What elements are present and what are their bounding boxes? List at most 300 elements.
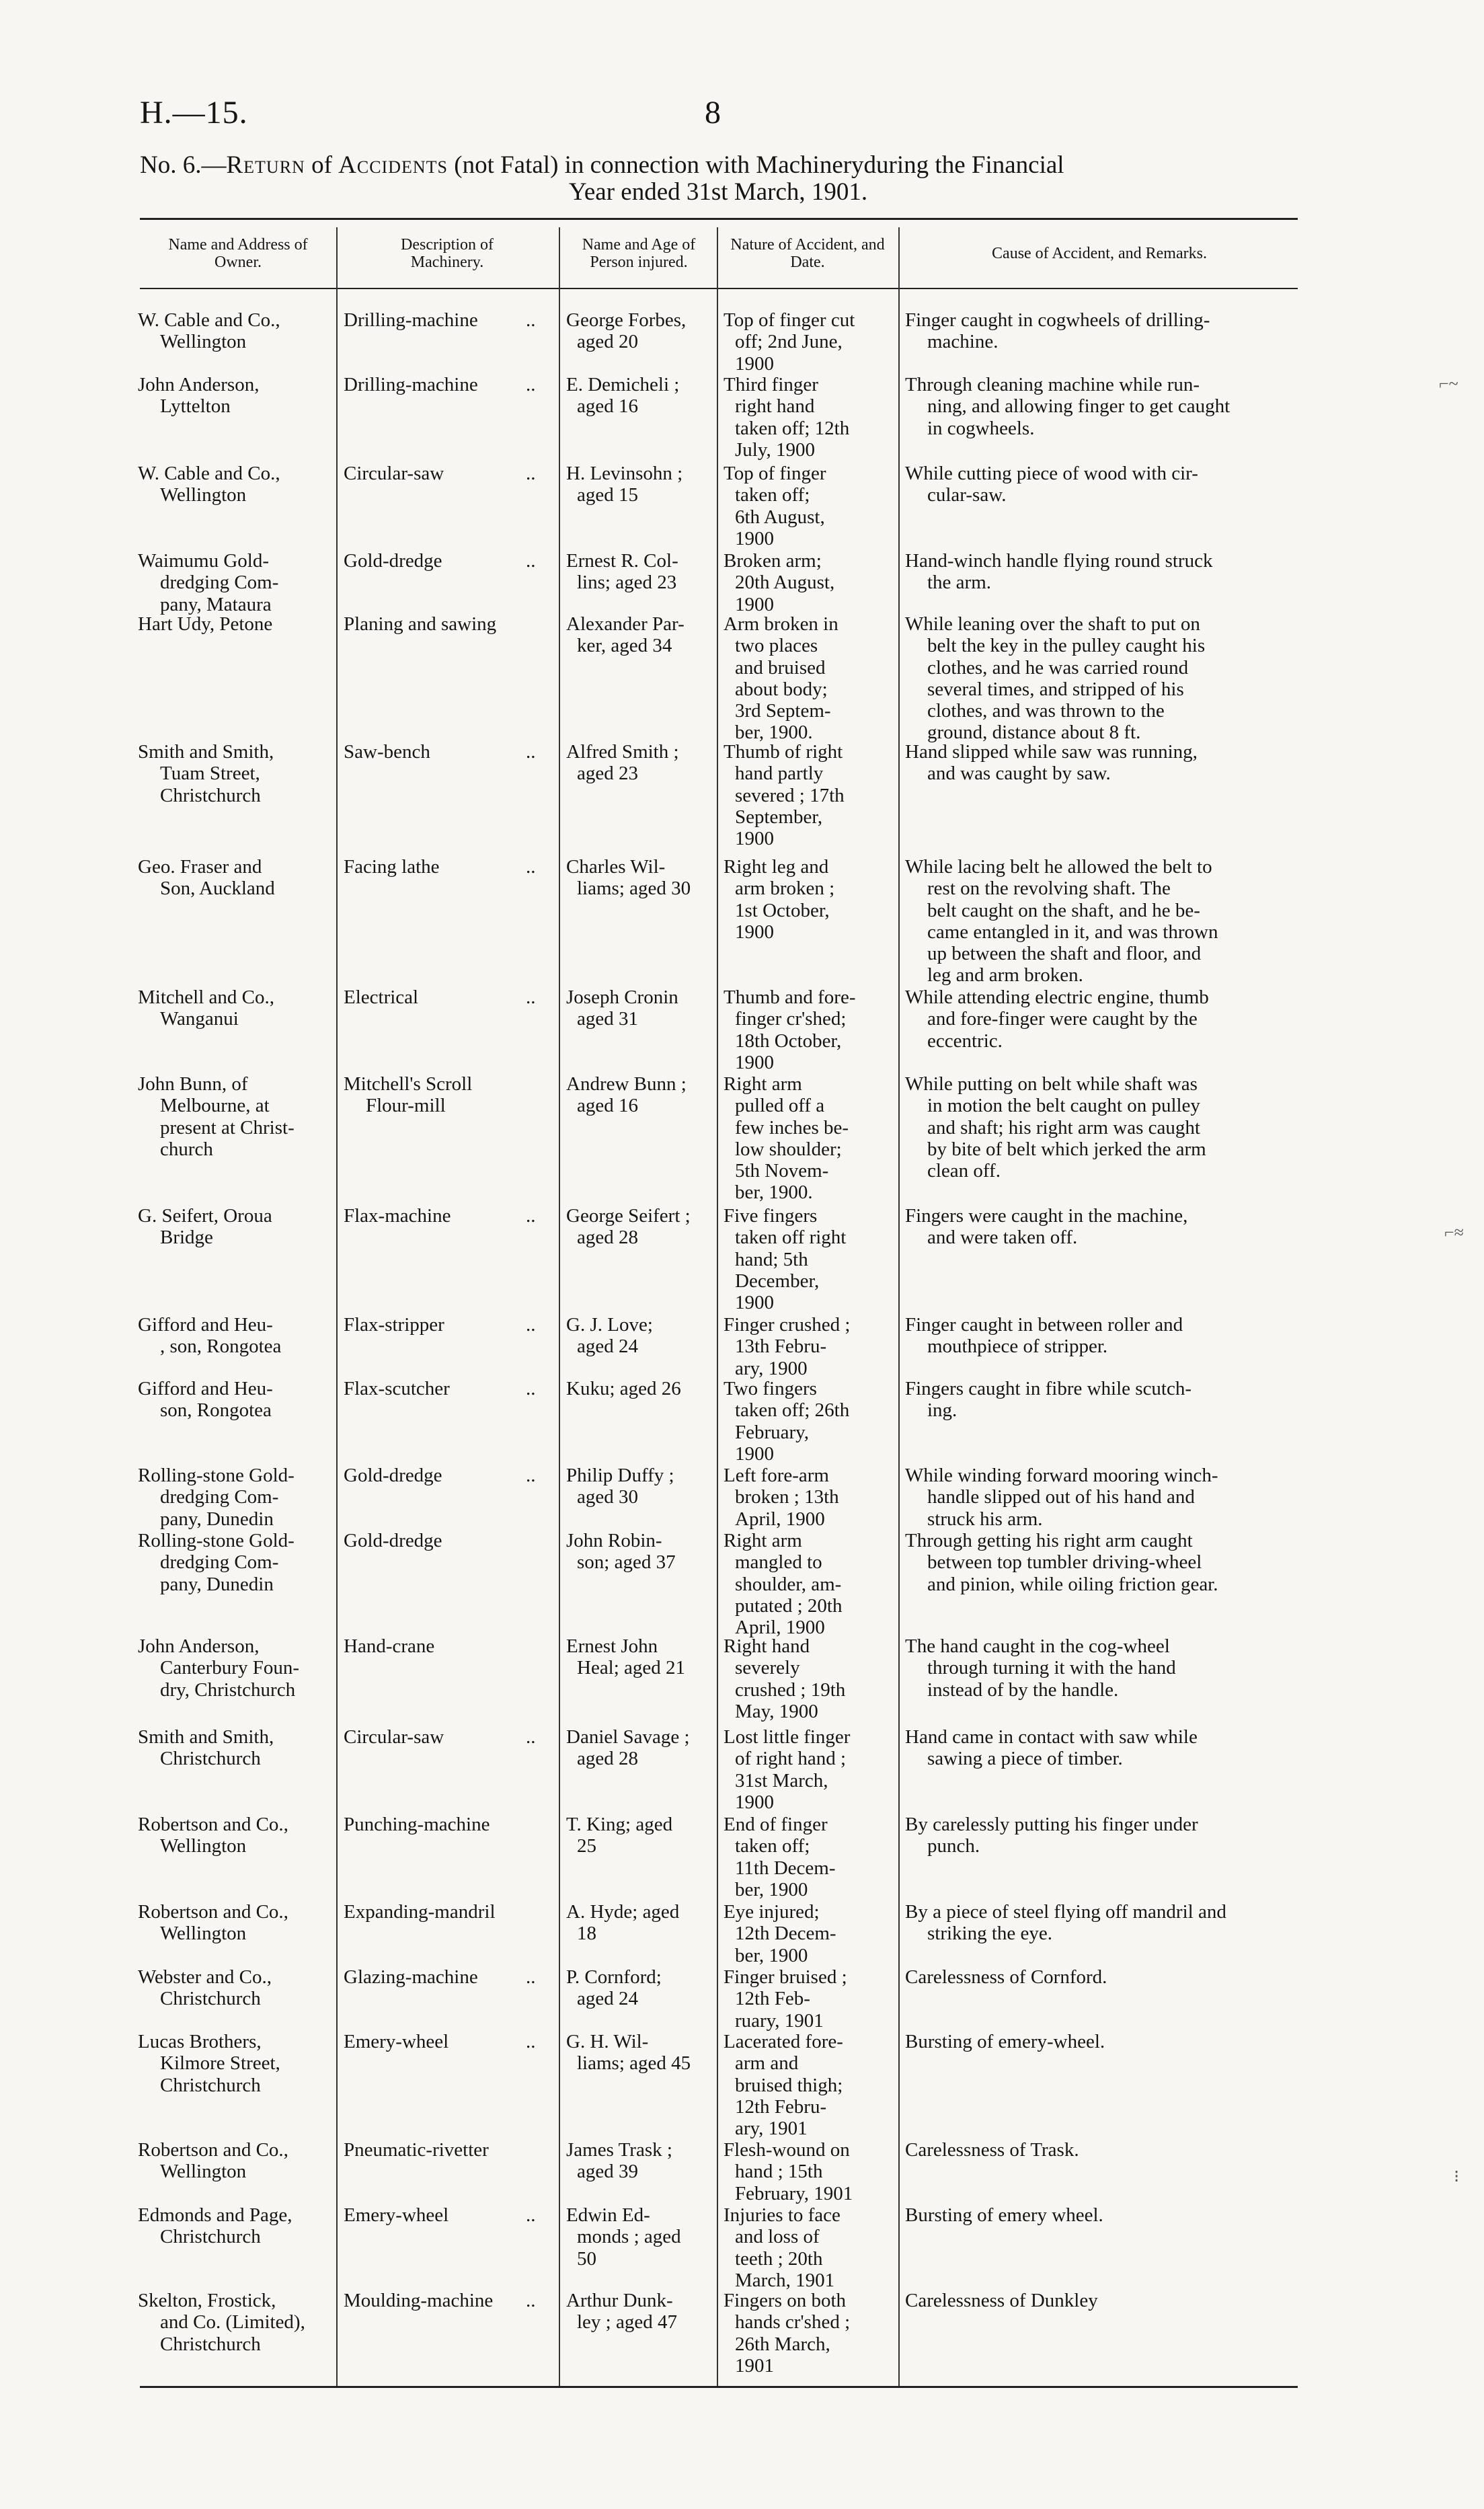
nature-cell-line: 18th October, bbox=[735, 1030, 842, 1052]
nature-cell-line: Top of finger cut bbox=[724, 309, 855, 331]
machinery-cell bbox=[344, 2290, 545, 2311]
nature-cell-line: 5th Novem- bbox=[735, 1160, 829, 1182]
nature-cell bbox=[724, 2204, 892, 2291]
machinery-cell-line: Expanding-mandril bbox=[344, 1901, 496, 1923]
table-title bbox=[140, 152, 1296, 206]
owner-cell bbox=[138, 987, 330, 1030]
nature-cell-line: putated ; 20th bbox=[735, 1594, 843, 1617]
owner-cell-line: dredging Com- bbox=[160, 572, 279, 594]
dot-leader: .. bbox=[526, 741, 536, 763]
person-cell bbox=[566, 1378, 711, 1399]
cause-cell-line: Carelessness of Dunkley bbox=[905, 2290, 1098, 2311]
column-header-cause: Cause of Accident, and Remarks. bbox=[992, 245, 1207, 262]
cause-cell-line: in cogwheels. bbox=[927, 417, 1035, 439]
nature-cell-line: 31st March, bbox=[735, 1769, 828, 1791]
nature-cell-line: shoulder, am- bbox=[735, 1573, 842, 1595]
nature-cell-line: 20th August, bbox=[735, 572, 835, 594]
person-cell bbox=[566, 1530, 711, 1574]
nature-cell-line: few inches be- bbox=[735, 1116, 849, 1138]
owner-cell-line: Tuam Street, bbox=[160, 763, 260, 785]
nature-cell-line: of right hand ; bbox=[735, 1748, 847, 1770]
owner-cell bbox=[138, 1530, 330, 1595]
cause-cell bbox=[905, 1205, 1295, 1249]
nature-cell-line: Thumb of right bbox=[724, 741, 843, 763]
owner-cell-line: Gifford and Heu- bbox=[138, 1378, 273, 1399]
owner-cell bbox=[138, 463, 330, 506]
nature-cell-line: Third finger bbox=[724, 374, 818, 395]
person-cell-line: Joseph Cronin bbox=[566, 987, 678, 1008]
nature-cell bbox=[724, 1530, 892, 1638]
nature-cell bbox=[724, 2139, 892, 2204]
owner-cell bbox=[138, 374, 330, 418]
cause-cell-line: The hand caught in the cog-wheel bbox=[905, 1635, 1170, 1657]
person-cell-line: Alfred Smith ; bbox=[566, 741, 679, 763]
nature-cell-line: hand partly bbox=[735, 763, 824, 785]
nature-cell-line: ber, 1900 bbox=[735, 1878, 808, 1900]
owner-cell bbox=[138, 2031, 330, 2096]
owner-cell bbox=[138, 1465, 330, 1530]
owner-cell-line: Christchurch bbox=[160, 784, 261, 806]
person-cell bbox=[566, 1814, 711, 1857]
cause-cell bbox=[905, 613, 1295, 744]
cause-cell-line: While leaning over the shaft to put on bbox=[905, 613, 1200, 635]
person-cell-line: son; aged 37 bbox=[577, 1551, 676, 1574]
cause-cell-line: By a piece of steel flying off mandril and bbox=[905, 1901, 1226, 1923]
nature-cell-line: Eye injured; bbox=[724, 1901, 820, 1923]
nature-cell bbox=[724, 1314, 892, 1379]
nature-cell-line: April, 1900 bbox=[735, 1508, 825, 1530]
nature-cell bbox=[724, 987, 892, 1073]
owner-cell bbox=[138, 1378, 330, 1422]
owner-cell-line: Waimumu Gold- bbox=[138, 550, 269, 572]
cause-cell-line: clean off. bbox=[927, 1160, 1001, 1182]
person-cell-line: George Seifert ; bbox=[566, 1205, 691, 1227]
cause-cell-line: Fingers caught in fibre while scutch- bbox=[905, 1378, 1192, 1399]
dot-leader: .. bbox=[526, 2204, 536, 2226]
person-cell bbox=[566, 613, 711, 657]
person-cell-line: aged 16 bbox=[577, 395, 638, 418]
cause-cell-line: ing. bbox=[927, 1399, 958, 1422]
nature-cell-line: 13th Febru- bbox=[735, 1336, 827, 1358]
nature-cell bbox=[724, 1966, 892, 2032]
person-cell-line: aged 16 bbox=[577, 1095, 638, 1117]
person-cell-line: aged 30 bbox=[577, 1486, 638, 1508]
cause-cell-line: mouthpiece of stripper. bbox=[927, 1336, 1108, 1358]
owner-cell bbox=[138, 1966, 330, 2010]
cause-cell bbox=[905, 2204, 1295, 2226]
nature-cell-line: Fingers on both bbox=[724, 2290, 847, 2311]
owner-cell-line: Bridge bbox=[160, 1227, 213, 1249]
owner-cell-line: son, Rongotea bbox=[160, 1399, 272, 1422]
table-top-rule bbox=[140, 218, 1298, 220]
owner-cell bbox=[138, 550, 330, 615]
nature-cell-line: arm broken ; bbox=[735, 878, 835, 900]
nature-cell bbox=[724, 309, 892, 375]
cause-cell-line: While cutting piece of wood with cir- bbox=[905, 463, 1198, 484]
nature-cell-line: 1900 bbox=[735, 1442, 774, 1465]
owner-cell bbox=[138, 1901, 330, 1945]
table-bottom-rule bbox=[140, 2386, 1298, 2388]
owner-cell-line: pany, Mataura bbox=[160, 593, 272, 615]
machinery-cell-line: Drilling-machine bbox=[344, 309, 478, 331]
cause-cell-line: Hand-winch handle flying round struck bbox=[905, 550, 1213, 572]
nature-cell-line: 1900 bbox=[735, 1791, 774, 1813]
owner-cell-line: church bbox=[160, 1138, 213, 1160]
machinery-cell-line: Flour-mill bbox=[366, 1095, 446, 1117]
header-bottom-rule bbox=[140, 288, 1298, 289]
person-cell-line: 18 bbox=[577, 1923, 596, 1945]
owner-cell bbox=[138, 1073, 330, 1160]
cause-cell bbox=[905, 1901, 1295, 1945]
nature-cell-line: bruised thigh; bbox=[735, 2074, 843, 2096]
nature-cell-line: 26th March, bbox=[735, 2333, 830, 2355]
nature-cell bbox=[724, 2031, 892, 2139]
machinery-cell-line: Flax-machine bbox=[344, 1205, 451, 1227]
owner-cell bbox=[138, 2139, 330, 2183]
machinery-cell bbox=[344, 1378, 545, 1399]
owner-cell-line: W. Cable and Co., bbox=[138, 309, 280, 331]
person-cell-line: Ernest R. Col- bbox=[566, 550, 678, 572]
owner-cell-line: Canterbury Foun- bbox=[160, 1657, 299, 1679]
owner-cell-line: Smith and Smith, bbox=[138, 741, 274, 763]
person-cell bbox=[566, 1966, 711, 2010]
owner-cell bbox=[138, 741, 330, 806]
person-cell bbox=[566, 2031, 711, 2075]
cause-cell-line: Finger caught in between roller and bbox=[905, 1314, 1183, 1336]
dot-leader: .. bbox=[526, 309, 536, 331]
page-number: 8 bbox=[705, 95, 721, 130]
cause-cell bbox=[905, 2139, 1295, 2161]
nature-cell-line: taken off; bbox=[735, 484, 810, 506]
nature-cell-line: Finger crushed ; bbox=[724, 1314, 851, 1336]
nature-cell-line: ruary, 1901 bbox=[735, 2009, 824, 2032]
owner-cell-line: Mitchell and Co., bbox=[138, 987, 274, 1008]
owner-cell bbox=[138, 1205, 330, 1249]
nature-cell-line: 12th Febru- bbox=[735, 2095, 827, 2118]
person-cell bbox=[566, 1901, 711, 1945]
nature-cell-line: taken off right bbox=[735, 1227, 847, 1249]
nature-cell bbox=[724, 1814, 892, 1900]
nature-cell-line: 1901 bbox=[735, 2354, 774, 2377]
nature-cell-line: Right arm bbox=[724, 1530, 802, 1551]
person-cell-line: aged 20 bbox=[577, 331, 638, 353]
owner-cell bbox=[138, 1314, 330, 1358]
machinery-cell bbox=[344, 1635, 545, 1657]
cause-cell-line: belt caught on the shaft, and he be- bbox=[927, 899, 1200, 921]
machinery-cell bbox=[344, 309, 545, 331]
cause-cell-line: in motion the belt caught on pulley bbox=[927, 1095, 1200, 1117]
dot-leader: .. bbox=[526, 856, 536, 878]
margin-mark: ⁝ bbox=[1454, 2167, 1460, 2186]
nature-cell-line: low shoulder; bbox=[735, 1138, 842, 1160]
machinery-cell bbox=[344, 856, 545, 878]
cause-cell bbox=[905, 1814, 1295, 1857]
dot-leader: .. bbox=[526, 1726, 536, 1748]
machinery-cell bbox=[344, 2031, 545, 2052]
cause-cell-line: striking the eye. bbox=[927, 1923, 1053, 1945]
owner-cell-line: Christchurch bbox=[160, 2333, 261, 2355]
person-cell-line: Andrew Bunn ; bbox=[566, 1073, 687, 1095]
cause-cell-line: by bite of belt which jerked the arm bbox=[927, 1138, 1206, 1160]
nature-cell-line: pulled off a bbox=[735, 1095, 825, 1117]
person-cell-line: Daniel Savage ; bbox=[566, 1726, 690, 1748]
nature-cell-line: 11th Decem- bbox=[735, 1857, 836, 1879]
owner-cell-line: Christchurch bbox=[160, 1748, 261, 1770]
person-cell-line: aged 23 bbox=[577, 763, 638, 785]
nature-cell-line: 1900 bbox=[735, 527, 774, 549]
person-cell-line: Philip Duffy ; bbox=[566, 1465, 674, 1486]
cause-cell bbox=[905, 1530, 1295, 1595]
cause-cell bbox=[905, 463, 1295, 506]
nature-cell bbox=[724, 613, 892, 744]
person-cell-line: aged 28 bbox=[577, 1748, 638, 1770]
person-cell-line: Ernest John bbox=[566, 1635, 658, 1657]
person-cell bbox=[566, 1726, 711, 1770]
person-cell bbox=[566, 2204, 711, 2270]
dot-leader: .. bbox=[526, 1378, 536, 1399]
person-cell-line: aged 24 bbox=[577, 1336, 638, 1358]
person-cell bbox=[566, 463, 711, 506]
nature-cell-line: ary, 1900 bbox=[735, 1357, 808, 1379]
nature-cell-line: and loss of bbox=[735, 2226, 820, 2248]
owner-cell-line: Smith and Smith, bbox=[138, 1726, 274, 1748]
person-cell bbox=[566, 987, 711, 1030]
cause-cell-line: between top tumbler driving-wheel bbox=[927, 1551, 1202, 1574]
owner-cell-line: Skelton, Frostick, bbox=[138, 2290, 276, 2311]
person-cell bbox=[566, 1073, 711, 1117]
nature-cell-line: Right arm bbox=[724, 1073, 802, 1095]
nature-cell-line: taken off; 12th bbox=[735, 417, 850, 439]
owner-cell-line: Christchurch bbox=[160, 1988, 261, 2010]
nature-cell-line: teeth ; 20th bbox=[735, 2247, 823, 2270]
nature-cell-line: 1st October, bbox=[735, 899, 830, 921]
margin-mark: ⌐~ bbox=[1439, 374, 1458, 393]
owner-cell-line: Geo. Fraser and bbox=[138, 856, 262, 878]
title-line-1: No. 6.—Return of Accidents (not Fatal) in connection with Machineryduring the Financial bbox=[140, 151, 1064, 179]
cause-cell-line: Carelessness of Cornford. bbox=[905, 1966, 1107, 1988]
nature-cell-line: Left fore-arm bbox=[724, 1465, 829, 1486]
machinery-cell bbox=[344, 1530, 545, 1551]
cause-cell bbox=[905, 1073, 1295, 1182]
nature-cell-line: February, 1901 bbox=[735, 2182, 853, 2204]
machinery-cell-line: Emery-wheel bbox=[344, 2204, 449, 2226]
owner-cell bbox=[138, 613, 330, 635]
owner-cell bbox=[138, 856, 330, 900]
section-code: H.—15. bbox=[140, 95, 248, 130]
cause-cell-line: ning, and allowing finger to get caught bbox=[927, 395, 1231, 418]
nature-cell bbox=[724, 1635, 892, 1722]
nature-cell-line: off; 2nd June, bbox=[735, 331, 843, 353]
person-cell-line: Alexander Par- bbox=[566, 613, 685, 635]
nature-cell-line: hand ; 15th bbox=[735, 2161, 823, 2183]
owner-cell-line: Webster and Co., bbox=[138, 1966, 272, 1988]
nature-cell bbox=[724, 1073, 892, 1204]
dot-leader: .. bbox=[526, 550, 536, 572]
machinery-cell-line: Electrical bbox=[344, 987, 419, 1008]
cause-cell-line: several times, and stripped of his bbox=[927, 678, 1184, 700]
owner-cell-line: Wellington bbox=[160, 484, 247, 506]
owner-cell-line: Rolling-stone Gold- bbox=[138, 1530, 295, 1551]
owner-cell bbox=[138, 1635, 330, 1701]
person-cell bbox=[566, 2290, 711, 2333]
nature-cell-line: 1900 bbox=[735, 921, 774, 943]
nature-cell-line: May, 1900 bbox=[735, 1700, 818, 1722]
owner-cell-line: Kilmore Street, bbox=[160, 2052, 280, 2075]
cause-cell-line: Carelessness of Trask. bbox=[905, 2139, 1079, 2161]
owner-cell-line: pany, Dunedin bbox=[160, 1573, 274, 1595]
machinery-cell-line: Planing and sawing bbox=[344, 613, 497, 635]
nature-cell-line: ber, 1900. bbox=[735, 1182, 813, 1204]
cause-cell-line: While attending electric engine, thumb bbox=[905, 987, 1209, 1008]
machinery-cell-line: Emery-wheel bbox=[344, 2031, 449, 2052]
nature-cell-line: right hand bbox=[735, 395, 815, 418]
person-cell bbox=[566, 374, 711, 418]
person-cell-line: Edwin Ed- bbox=[566, 2204, 650, 2226]
person-cell-line: ley ; aged 47 bbox=[577, 2311, 677, 2333]
machinery-cell-line: Facing lathe bbox=[344, 856, 440, 878]
cause-cell bbox=[905, 1966, 1295, 1988]
person-cell bbox=[566, 550, 711, 594]
owner-cell-line: Hart Udy, Petone bbox=[138, 613, 273, 635]
person-cell-line: G. H. Wil- bbox=[566, 2031, 649, 2052]
cause-cell-line: and pinion, while oiling friction gear. bbox=[927, 1573, 1218, 1595]
owner-cell bbox=[138, 309, 330, 353]
person-cell-line: 50 bbox=[577, 2247, 596, 2270]
cause-cell-line: While putting on belt while shaft was bbox=[905, 1073, 1198, 1095]
machinery-cell bbox=[344, 1314, 545, 1336]
nature-cell bbox=[724, 374, 892, 461]
cause-cell bbox=[905, 1726, 1295, 1770]
dot-leader: .. bbox=[526, 1205, 536, 1227]
owner-cell-line: Wellington bbox=[160, 2161, 247, 2183]
cause-cell bbox=[905, 309, 1295, 353]
person-cell bbox=[566, 1314, 711, 1358]
person-cell-line: monds ; aged bbox=[577, 2226, 681, 2248]
nature-cell-line: September, bbox=[735, 806, 823, 828]
machinery-cell bbox=[344, 1966, 545, 1988]
owner-cell-line: dry, Christchurch bbox=[160, 1678, 296, 1701]
owner-cell-line: John Anderson, bbox=[138, 374, 260, 395]
cause-cell-line: While lacing belt he allowed the belt to bbox=[905, 856, 1212, 878]
cause-cell-line: handle slipped out of his hand and bbox=[927, 1486, 1195, 1508]
nature-cell-line: 1900 bbox=[735, 1051, 774, 1073]
owner-cell-line: pany, Dunedin bbox=[160, 1508, 274, 1530]
person-cell-line: E. Demicheli ; bbox=[566, 374, 680, 395]
column-header-nature: Nature of Accident, and Date. bbox=[730, 236, 885, 271]
person-cell bbox=[566, 309, 711, 353]
machinery-cell-line: Punching-machine bbox=[344, 1814, 490, 1835]
person-cell-line: A. Hyde; aged bbox=[566, 1901, 680, 1923]
nature-cell-line: broken ; 13th bbox=[735, 1486, 839, 1508]
cause-cell-line: Fingers were caught in the machine, bbox=[905, 1205, 1188, 1227]
nature-cell-line: ary, 1901 bbox=[735, 2118, 808, 2140]
nature-cell-line: Broken arm; bbox=[724, 550, 822, 572]
nature-cell-line: March, 1901 bbox=[735, 2269, 835, 2291]
nature-cell bbox=[724, 741, 892, 849]
owner-cell-line: Lyttelton bbox=[160, 395, 231, 418]
nature-cell-line: Two fingers bbox=[724, 1378, 817, 1399]
nature-cell-line: severely bbox=[735, 1657, 800, 1679]
owner-cell-line: John Anderson, bbox=[138, 1635, 260, 1657]
machinery-cell bbox=[344, 613, 545, 635]
nature-cell-line: Right hand bbox=[724, 1635, 810, 1657]
nature-cell-line: severed ; 17th bbox=[735, 784, 845, 806]
owner-cell bbox=[138, 1814, 330, 1857]
nature-cell-line: 1900 bbox=[735, 352, 774, 375]
owner-cell-line: Christchurch bbox=[160, 2074, 261, 2096]
owner-cell-line: Robertson and Co., bbox=[138, 1814, 288, 1835]
cause-cell-line: By carelessly putting his finger under bbox=[905, 1814, 1198, 1835]
owner-cell-line: Rolling-stone Gold- bbox=[138, 1465, 295, 1486]
person-cell-line: James Trask ; bbox=[566, 2139, 672, 2161]
nature-cell bbox=[724, 1901, 892, 1966]
owner-cell bbox=[138, 2204, 330, 2248]
machinery-cell-line: Flax-stripper bbox=[344, 1314, 444, 1336]
owner-cell-line: and Co. (Limited), bbox=[160, 2311, 305, 2333]
nature-cell-line: April, 1900 bbox=[735, 1617, 825, 1639]
cause-cell-line: and fore-finger were caught by the bbox=[927, 1008, 1198, 1030]
person-cell-line: aged 15 bbox=[577, 484, 638, 506]
nature-cell-line: Lost little finger bbox=[724, 1726, 851, 1748]
person-cell-line: ker, aged 34 bbox=[577, 635, 672, 657]
nature-cell bbox=[724, 1465, 892, 1530]
cause-cell-line: rest on the revolving shaft. The bbox=[927, 878, 1171, 900]
cause-cell-line: and were taken off. bbox=[927, 1227, 1078, 1249]
person-cell bbox=[566, 2139, 711, 2183]
machinery-cell-line: Moulding-machine bbox=[344, 2290, 494, 2311]
cause-cell-line: Bursting of emery wheel. bbox=[905, 2204, 1103, 2226]
owner-cell-line: , son, Rongotea bbox=[160, 1336, 282, 1358]
nature-cell bbox=[724, 1205, 892, 1313]
cause-cell bbox=[905, 2290, 1295, 2311]
machinery-cell bbox=[344, 1814, 545, 1835]
owner-cell-line: Gifford and Heu- bbox=[138, 1314, 273, 1336]
person-cell bbox=[566, 856, 711, 900]
person-cell-line: T. King; aged bbox=[566, 1814, 673, 1835]
column-header-machinery: Description of Machinery. bbox=[401, 236, 494, 271]
nature-cell bbox=[724, 463, 892, 549]
cause-cell-line: Hand came in contact with saw while bbox=[905, 1726, 1198, 1748]
nature-cell-line: about body; bbox=[735, 678, 828, 700]
owner-cell-line: dredging Com- bbox=[160, 1486, 279, 1508]
nature-cell-line: Finger bruised ; bbox=[724, 1966, 847, 1988]
cause-cell-line: Through getting his right arm caught bbox=[905, 1530, 1193, 1551]
owner-cell-line: Wellington bbox=[160, 331, 247, 353]
cause-cell-line: eccentric. bbox=[927, 1030, 1003, 1052]
person-cell-line: John Robin- bbox=[566, 1530, 662, 1551]
cause-cell-line: While winding forward mooring winch- bbox=[905, 1465, 1218, 1486]
machinery-cell-line: Flax-scutcher bbox=[344, 1378, 450, 1399]
nature-cell-line: hand; 5th bbox=[735, 1248, 808, 1270]
nature-cell-line: Right leg and bbox=[724, 856, 829, 878]
machinery-cell bbox=[344, 2139, 545, 2161]
column-rule bbox=[717, 227, 718, 2386]
cause-cell-line: and was caught by saw. bbox=[927, 763, 1111, 785]
cause-cell-line: Bursting of emery-wheel. bbox=[905, 2031, 1105, 2052]
nature-cell-line: Arm broken in bbox=[724, 613, 838, 635]
nature-cell-line: arm and bbox=[735, 2052, 799, 2075]
person-cell-line: Heal; aged 21 bbox=[577, 1657, 686, 1679]
machinery-cell-line: Pneumatic-rivetter bbox=[344, 2139, 489, 2161]
cause-cell bbox=[905, 374, 1295, 439]
nature-cell-line: 12th Feb- bbox=[735, 1988, 810, 2010]
cause-cell-line: leg and arm broken. bbox=[927, 964, 1083, 987]
nature-cell-line: Five fingers bbox=[724, 1205, 818, 1227]
machinery-cell bbox=[344, 374, 545, 395]
person-cell-line: G. J. Love; bbox=[566, 1314, 653, 1336]
machinery-cell-line: Glazing-machine bbox=[344, 1966, 478, 1988]
owner-cell-line: Robertson and Co., bbox=[138, 1901, 288, 1923]
